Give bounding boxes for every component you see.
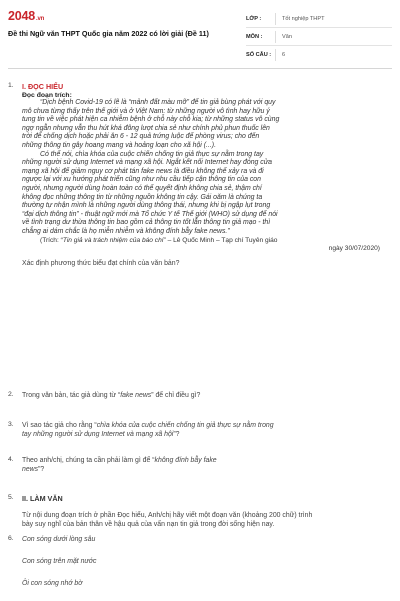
header-divider xyxy=(8,68,392,69)
question-prompt: Từ nội dung đoạn trích ở phần Đọc hiểu, Anh/chị hãy viết một đoạn văn (khoảng 200 chữ) trình bày suy nghĩ của bản thân về hậu quả của vấn nạn tin giả trong đời sống hiện nay. xyxy=(22,512,313,528)
passage-line: “Dịch bệnh Covid-19 có lẽ là “mảnh đất màu mỡ” để tin giả bùng phát với quy xyxy=(40,99,276,106)
question-number: 6. xyxy=(8,535,14,542)
passage-line: trời để chống dịch hoặc phải ăn 6 - 12 quả trứng luộc để phòng virus; cho đến xyxy=(22,133,260,141)
info-row-subject xyxy=(246,28,392,46)
passage-line: Có thể nói, chìa khóa của cuộc chiến chống tin giả thực sự nằm trong tay xyxy=(40,150,264,158)
info-separator xyxy=(275,49,276,61)
question-4 xyxy=(8,456,390,474)
question-number: 4. xyxy=(8,456,14,463)
passage-line: ngược lại với xu hướng phát triển cũng như nhu cầu tiếp cận thông tin của con xyxy=(22,176,261,184)
question-prompt: Theo anh/chị, chúng ta cần phải làm gì để “không đính bẫy fake news”? xyxy=(22,457,217,473)
info-value: Văn xyxy=(282,33,292,40)
passage-heading: Đọc đoạn trích: xyxy=(22,92,72,99)
question-prompt: Xác định phương thức biểu đạt chính của văn bản? xyxy=(22,259,180,267)
question-5 xyxy=(8,494,390,529)
question-prompt: Trong văn bản, tác giả dùng từ “fake news” để chỉ điều gì? xyxy=(22,392,201,399)
passage-line: những người sử dụng Internet và mạng xã hội. Ngắt kết nối Internet hay đóng cửa xyxy=(22,159,272,167)
question-number: 5. xyxy=(8,494,14,501)
info-row-count xyxy=(246,46,392,64)
question-1 xyxy=(8,82,390,267)
question-number: 2. xyxy=(8,391,14,398)
info-key: SỐ CÂU : xyxy=(246,52,272,58)
info-separator xyxy=(275,31,276,43)
source-title: Tin giả và trách nhiệm của báo chí xyxy=(62,236,164,244)
info-value: Tốt nghiệp THPT xyxy=(282,15,325,22)
info-key: MÔN : xyxy=(246,33,263,40)
passage-source: (Trích: “Tin giả và trách nhiệm của báo chí” – Lê Quốc Minh – Tạp chí Tuyên giáo xyxy=(40,236,278,244)
question-2 xyxy=(8,391,390,400)
section-title-reading: I. ĐỌC HIỂU xyxy=(22,82,64,91)
passage-line: ngợ ngẫn nhưng vẫn thu hút khá đông lượt chia sẻ như chính phủ phun thuốc lên xyxy=(22,124,270,132)
passage-line: tung tin về việc phát hiện ca nhiễm bệnh ở chỗ này chỗ kia; từ những status vô cùng xyxy=(22,116,280,124)
passage-line: mạng xã hội để giảm nguy cơ phát tán fake news là điều không thể xảy ra và đi xyxy=(22,167,264,175)
poem-line: Con sóng trên mặt nước xyxy=(22,558,97,565)
question-3 xyxy=(8,421,390,439)
exam-info-table xyxy=(246,10,392,64)
passage-line: người, nhưng người dùng hoàn toàn có thể quyết định không chia sẻ, thậm chí xyxy=(22,184,262,192)
poem-line: Ôi con sóng nhớ bờ xyxy=(22,580,83,587)
exam-title: Đề thi Ngữ văn THPT Quốc gia năm 2022 có lời giải (Đề 11) xyxy=(8,29,209,38)
question-6 xyxy=(8,535,390,601)
info-key: LỚP : xyxy=(246,15,262,22)
question-number: 3. xyxy=(8,421,14,428)
passage-line: “đại dịch thông tin” - thuật ngữ mới mà Tổ chức Y tế Thế giới (WHO) sử dụng để nói xyxy=(22,210,278,218)
page-header xyxy=(0,0,400,66)
passage-line: không đọc những thông tin từ những nguồn không tin cậy. Gái oăm là chúng ta xyxy=(22,193,263,201)
passage xyxy=(22,99,390,237)
passage-line: về tình trạng dư thừa thông tin bao gồm cả thông tin tốt lẫn thông tin giả mạo - thì xyxy=(22,219,271,227)
question-number: 1. xyxy=(8,82,14,89)
section-title-writing: II. LÀM VĂN xyxy=(22,494,63,503)
passage-line: mô chưa từng thấy trên thế giới và ở Việt Nam: từ những người vô tình hay hữu ý xyxy=(22,107,270,115)
passage-line: những thông tin gây hoang mang và hoảng loạn cho xã hội (...). xyxy=(22,141,216,149)
passage-line: thường tự nhận mình là những người dùng thông thái, nhưng khi bị ngập lụt trong xyxy=(22,202,271,210)
info-row-class xyxy=(246,10,392,28)
poem-line: Con sóng dưới lòng sâu xyxy=(22,536,96,543)
info-separator xyxy=(275,13,276,25)
question-prompt: Vì sao tác giả cho rằng “chìa khóa của cuộc chiến chống tin giả thực sự nằm trong tay những người sử dụng Internet và mạng xã hội”? xyxy=(22,422,274,438)
site-logo[interactable]: 2048.vn xyxy=(8,9,45,23)
source-date: ngày 30/07/2020) xyxy=(328,245,380,253)
passage-line: chẳng ai dám chắc là họ miễn nhiễm và không đính bẫy fake news.” xyxy=(22,227,230,235)
info-value: 6 xyxy=(282,52,286,58)
